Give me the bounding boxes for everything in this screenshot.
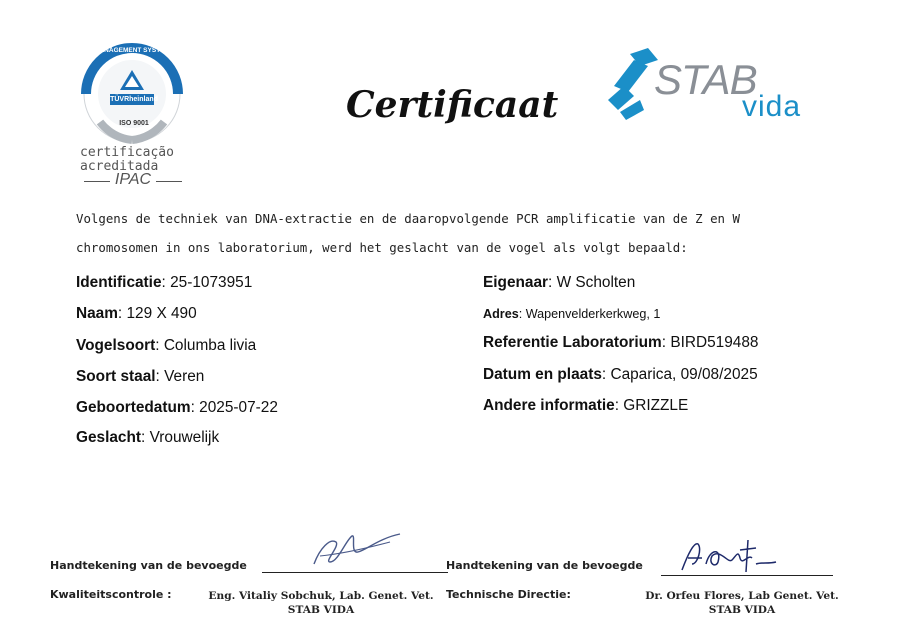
intro-line-2: chromosomen in ons laboratorium, werd het geslacht van de vogel als volgt bepaald: [76,240,688,255]
field-identificatie: Identificatie: 25-1073951 [76,274,253,291]
ring-text: MANAGEMENT SYSTEM [94,47,170,54]
signature-line-left [262,572,448,573]
ipac-mark: IPAC [84,172,182,190]
field-vogelsoort: Vogelsoort: Columba livia [76,337,257,354]
intro-line-1: Volgens de techniek van DNA-extractie en de daaropvolgende PCR amplificatie van de Z en W [76,211,740,226]
stab-wordmark: STAB [654,56,757,103]
field-eigenaar: Eigenaar: W Scholten [483,274,636,291]
field-referentie: Referentie Laboratorium: BIRD519488 [483,334,759,351]
field-soort-staal: Soort staal: Veren [76,368,205,385]
field-geslacht: Geslacht: Vrouwelijk [76,429,220,446]
field-andere-informatie: Andere informatie: GRIZZLE [483,397,689,414]
role-left: Kwaliteitscontrole : [50,588,172,601]
signatory-left: Eng. Vitaliy Sobchuk, Lab. Genet. Vet. STAB VIDA [208,590,434,616]
document-title: Certificaat [346,84,559,126]
field-naam: Naam: 129 X 490 [76,305,197,322]
signatory-right: Dr. Orfeu Flores, Lab Genet. Vet. STAB VIDA [645,590,839,616]
field-datum-plaats: Datum en plaats: Caparica, 09/08/2025 [483,366,758,383]
iso-label: ISO 9001 [119,120,149,127]
intro-paragraph [76,204,846,262]
accreditation-text: certificação acreditada [80,145,174,174]
field-adres: Adres: Wapenvelderkerkweg, 1 [483,307,661,321]
tuv-iso-logo [80,42,184,146]
tuv-brand: TÜVRheinland [110,96,158,103]
vida-wordmark: vida [742,90,802,123]
role-right: Technische Directie: [446,588,571,601]
signature-right [676,534,786,580]
field-geboortedatum: Geboortedatum: 2025-07-22 [76,399,278,416]
signature-label-right: Handtekening van de bevoegde [446,559,643,572]
signature-left [300,528,410,572]
signature-label-left: Handtekening van de bevoegde [50,559,247,572]
